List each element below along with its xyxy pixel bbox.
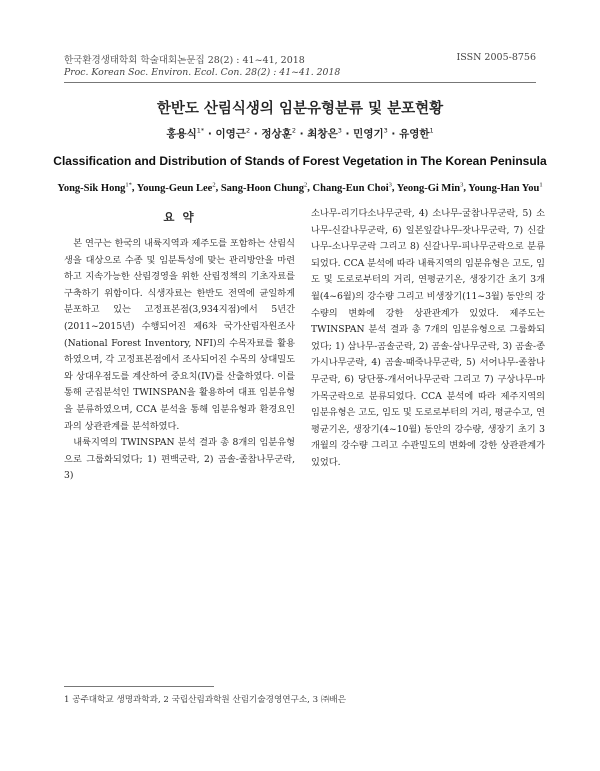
author-en-5: Yeong-Gi Min$^3$	[396, 181, 464, 194]
abstract-paragraph: 내륙지역의 TWINSPAN 분석 결과 총 8개의 임분유형으로 그룹화되었다; 1) 편백군락, 2) 곰솔-졸참나무군락, 3)	[64, 437, 295, 482]
author-en-3: Sang-Hoon Chung$^2$	[220, 181, 308, 194]
abstract-paragraph: 본 연구는 한국의 내륙지역과 제주도를 포함하는 산림식생을 대상으로 수종 및 임분특성에 맞는 관리방안을 마련하고 지속가능한 산림경영을 위한 산림정책의 기초자료를 구축하기 위함이다. 식생자료는 한반도 전역에 균일하게 분포하고 있는 고정표본점(3,934지점)에서 5년간(2011~2015년) 수행되어진 제6차 국가산림자원조사(National Forest Inventory, NFI)의 수목자료를 활용하였으며, 각 고정표본점에서 조사되어진 수목의 상대밀도와 상대우점도를 계산하여 중요치(IV)를 산출하였다. 이를 통해 군집분석인 TWINSPAN을 활용하여 대표 임분유형을 분류하였으며, CCA 분석을 통해 임분유형과 환경요인과의 상관관계를 분석하였다.	[64, 238, 295, 432]
header-divider	[64, 82, 536, 83]
abstract-right-column	[311, 206, 545, 472]
authors-korean: 홍용식$^{1*}$ · 이영근$^2$ · 정상훈$^2$ · 최창은$^3$ · 민영기$^3$ · 유영한$^1$	[166, 126, 434, 140]
authors-english: Yong-Sik Hong$^{1*}$, Young-Geun Lee$^2$, Sang-Hoon Chung$^2$, Chang-Eun Choi$^3$, Yeong-Gi Min$^3$, Young-Han You$^1$	[57, 181, 543, 194]
author-ko-5: 민영기$^3$	[353, 126, 388, 140]
footnote-divider	[64, 686, 214, 687]
author-en-6: Young-Han You$^1$	[468, 181, 543, 194]
author-ko-4: 최창은$^3$	[307, 126, 342, 140]
author-en-2: Young-Geun Lee$^2$	[136, 181, 216, 194]
author-en-1: Yong-Sik Hong$^{1*}$	[57, 181, 132, 194]
author-ko-1: 홍용식$^{1*}$	[166, 126, 205, 140]
journal-header-english: Proc. Korean Soc. Environ. Ecol. Con. 28(2) : 41~41. 2018	[64, 67, 341, 78]
title-korean: 한반도 산림식생의 임분유형분류 및 분포현황	[156, 101, 444, 117]
affiliation-footnote: 1 공주대학교 생명과학과, 2 국립산림과학원 산림기술경영연구소, 3 ㈜배은	[64, 695, 347, 705]
author-en-4: Chang-Eun Choi$^3$	[312, 181, 392, 194]
issn: ISSN 2005-8756	[456, 52, 536, 63]
author-ko-6: 유영한$^1$	[399, 126, 434, 140]
author-ko-3: 정상훈$^2$	[261, 126, 296, 140]
author-ko-2: 이영근$^2$	[215, 126, 251, 140]
title-english: Classification and Distribution of Stands of Forest Vegetation in The Korean Peninsula	[53, 154, 547, 168]
abstract-left-column	[64, 208, 295, 485]
journal-header-korean: 한국환경생태학회 학술대회논문집 28(2) : 41~41, 2018	[64, 55, 305, 66]
abstract-paragraph: 소나무-리기다소나무군락, 4) 소나무-굴참나무군락, 5) 소나무-신갈나무군락, 6) 일본잎갈나무-잣나무군락, 7) 신갈나무-소나무군락 그리고 8) 신갈나무-피나무군락으로 분류되었다. CCA 분석에 따라 내륙지역의 임분유형은 고도, 임도 및 도로로부터의 거리, 연평균기온, 생장기간 초기 3개월(4~6월)의 강수량 그리고 비생장기(11~3월) 동안의 강수량의 변화에 강한 상관관계가 있었다. 제주도는 TWINSPAN 분석 결과 총 7개의 임분유형으로 그룹화되었다; 1) 삼나무-곰솔군락, 2) 곰솔-삼나무군락, 3) 곰솔-종가시나무군락, 4) 곰솔-때죽나무군락, 5) 서어나무-졸참나무군락, 6) 당단풍-개서어나무군락 그리고 7) 구상나무-마가목군락으로 분류되었다. CCA 분석에 따라 제주지역의 임분유형은 고도, 임도 및 도로로부터의 거리, 평균수고, 연평균기온, 생장기(4~10월) 동안의 강수량, 생장기 초기 3개월의 강수량 그리고 수관밀도의 변화에 강한 상관관계가 있었다.	[311, 208, 545, 468]
abstract-heading: 요 약	[163, 210, 196, 224]
